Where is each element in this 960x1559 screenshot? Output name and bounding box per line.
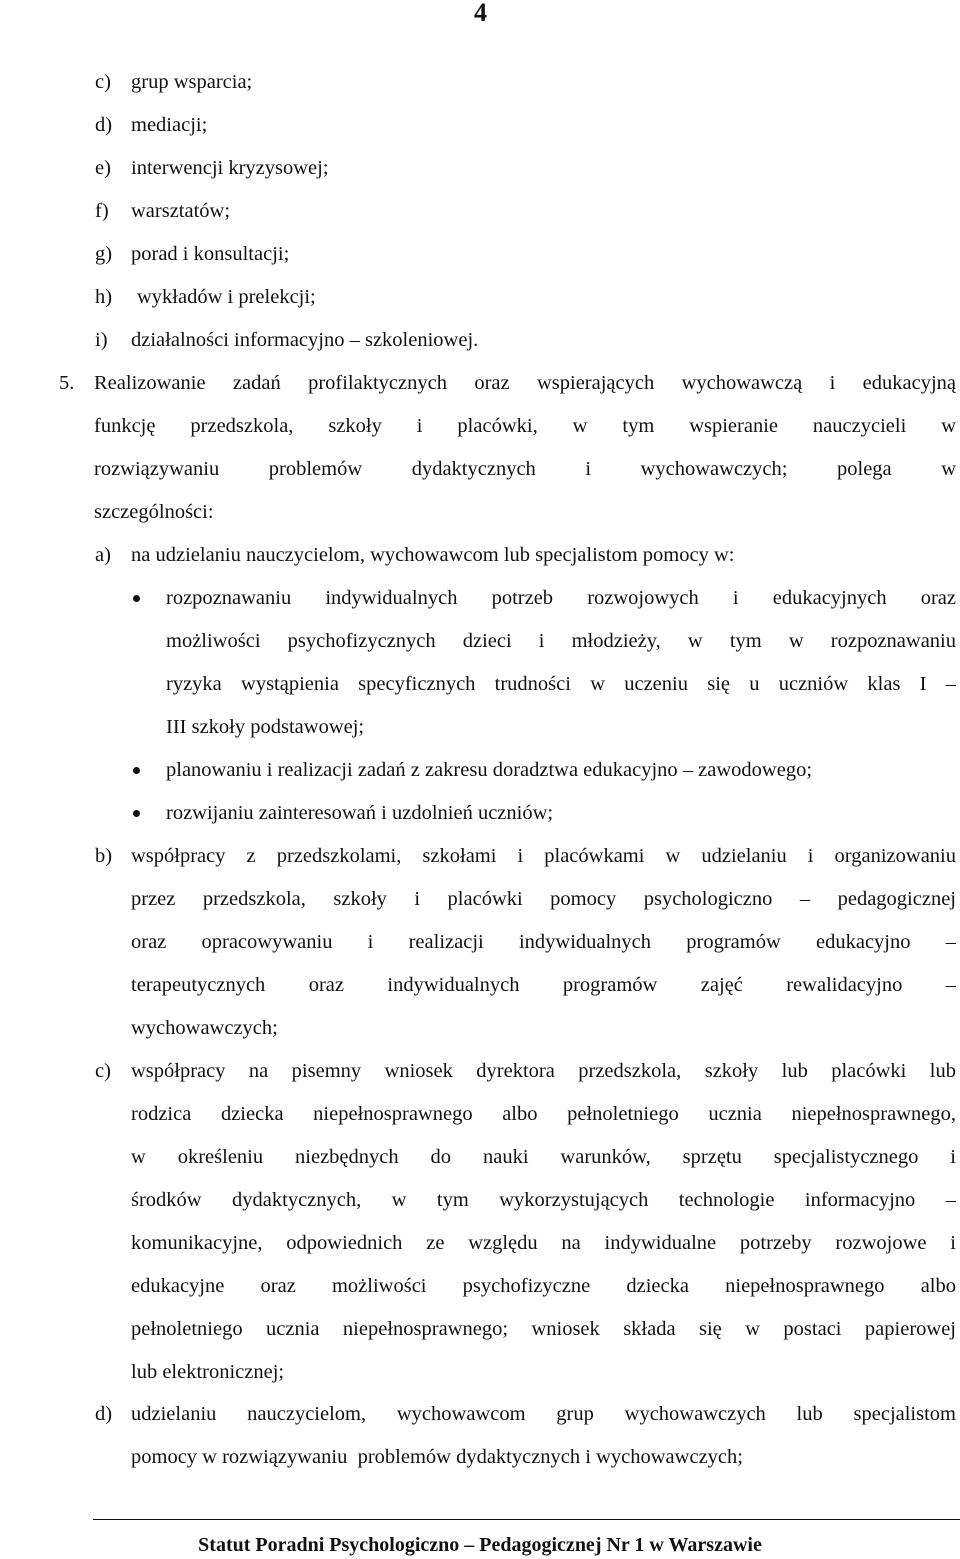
sub-item-label: c) xyxy=(95,1060,111,1082)
paragraph-line: Realizowanie zadań profilaktycznych oraz wspierających wychowawczą i edukacyjną xyxy=(94,373,956,394)
list-item-text: warsztatów; xyxy=(131,200,231,222)
bullet-icon xyxy=(133,595,140,602)
list-item-label: c) xyxy=(95,71,111,93)
list-item-text: grup wsparcia; xyxy=(131,71,253,93)
bullet-line: możliwości psychofizycznych dzieci i młodzieży, w tym w rozpoznawaniu xyxy=(166,631,956,652)
sub-item-line: udzielaniu nauczycielom, wychowawcom grup wychowawczych lub specjalistom xyxy=(131,1404,956,1425)
sub-item-label: d) xyxy=(95,1403,113,1425)
bullet-line: ryzyka wystąpienia specyficznych trudności w uczeniu się u uczniów klas I – xyxy=(166,674,956,695)
bullet-icon xyxy=(133,767,140,774)
point-label: 5. xyxy=(59,372,75,394)
bullet-line: rozwijaniu zainteresowań i uzdolnień uczniów; xyxy=(166,802,554,824)
sub-item-line: terapeutycznych oraz indywidualnych programów zajęć rewalidacyjno – xyxy=(131,975,956,996)
sub-item-line: lub elektronicznej; xyxy=(131,1361,285,1383)
list-item-text: mediacji; xyxy=(131,114,208,136)
list-item-label: d) xyxy=(95,114,113,136)
sub-item-line: rodzica dziecka niepełnosprawnego albo pełnoletniego ucznia niepełnosprawnego, xyxy=(131,1104,956,1125)
bullet-icon xyxy=(133,810,140,817)
sub-item-line: pomocy w rozwiązywaniu problemów dydaktycznych i wychowawczych; xyxy=(131,1446,743,1468)
list-item-text: wykładów i prelekcji; xyxy=(137,286,316,308)
list-item-label: i) xyxy=(95,329,108,351)
list-item-label: e) xyxy=(95,157,111,179)
paragraph-line: funkcję przedszkola, szkoły i placówki, w tym wspieranie nauczycieli w xyxy=(94,416,956,437)
sub-item-line: przez przedszkola, szkoły i placówki pomocy psychologiczno – pedagogicznej xyxy=(131,889,956,910)
bullet-line: III szkoły podstawowej; xyxy=(166,716,365,738)
page-number: 4 xyxy=(474,0,487,27)
sub-item-line: oraz opracowywaniu i realizacji indywidualnych programów edukacyjno – xyxy=(131,932,956,953)
sub-item-line: komunikacyjne, odpowiednich ze względu na indywidualne potrzeby rozwojowe i xyxy=(131,1233,956,1254)
sub-item-line: edukacyjne oraz możliwości psychofizyczne dziecka niepełnosprawnego albo xyxy=(131,1276,956,1297)
sub-item-line: pełnoletniego ucznia niepełnosprawnego; wniosek składa się w postaci papierowej xyxy=(131,1319,956,1340)
paragraph-line: szczególności: xyxy=(94,501,214,523)
footer-divider xyxy=(93,1519,960,1520)
list-item-text: działalności informacyjno – szkoleniowej. xyxy=(131,329,479,351)
sub-item-line: współpracy na pisemny wniosek dyrektora przedszkola, szkoły lub placówki lub xyxy=(131,1061,956,1082)
bullet-line: rozpoznawaniu indywidualnych potrzeb rozwojowych i edukacyjnych oraz xyxy=(166,588,956,609)
sub-item-text: na udzielaniu nauczycielom, wychowawcom lub specjalistom pomocy w: xyxy=(131,544,735,566)
list-item-label: h) xyxy=(95,286,113,308)
sub-item-line: wychowawczych; xyxy=(131,1017,278,1039)
sub-item-label: b) xyxy=(95,845,113,867)
list-item-text: interwencji kryzysowej; xyxy=(131,157,329,179)
bullet-line: planowaniu i realizacji zadań z zakresu doradztwa edukacyjno – zawodowego; xyxy=(166,759,813,781)
sub-item-line: współpracy z przedszkolami, szkołami i placówkami w udzielaniu i organizowaniu xyxy=(131,846,956,867)
list-item-label: f) xyxy=(95,200,109,222)
list-item-label: g) xyxy=(95,243,113,265)
page-footer: Statut Poradni Psychologiczno – Pedagogicznej Nr 1 w Warszawie xyxy=(198,1534,762,1556)
sub-item-line: w określeniu niezbędnych do nauki warunków, sprzętu specjalistycznego i xyxy=(131,1147,956,1168)
sub-item-line: środków dydaktycznych, w tym wykorzystujących technologie informacyjno – xyxy=(131,1190,956,1211)
paragraph-line: rozwiązywaniu problemów dydaktycznych i wychowawczych; polega w xyxy=(94,459,956,480)
sub-item-label: a) xyxy=(95,544,111,566)
list-item-text: porad i konsultacji; xyxy=(131,243,290,265)
